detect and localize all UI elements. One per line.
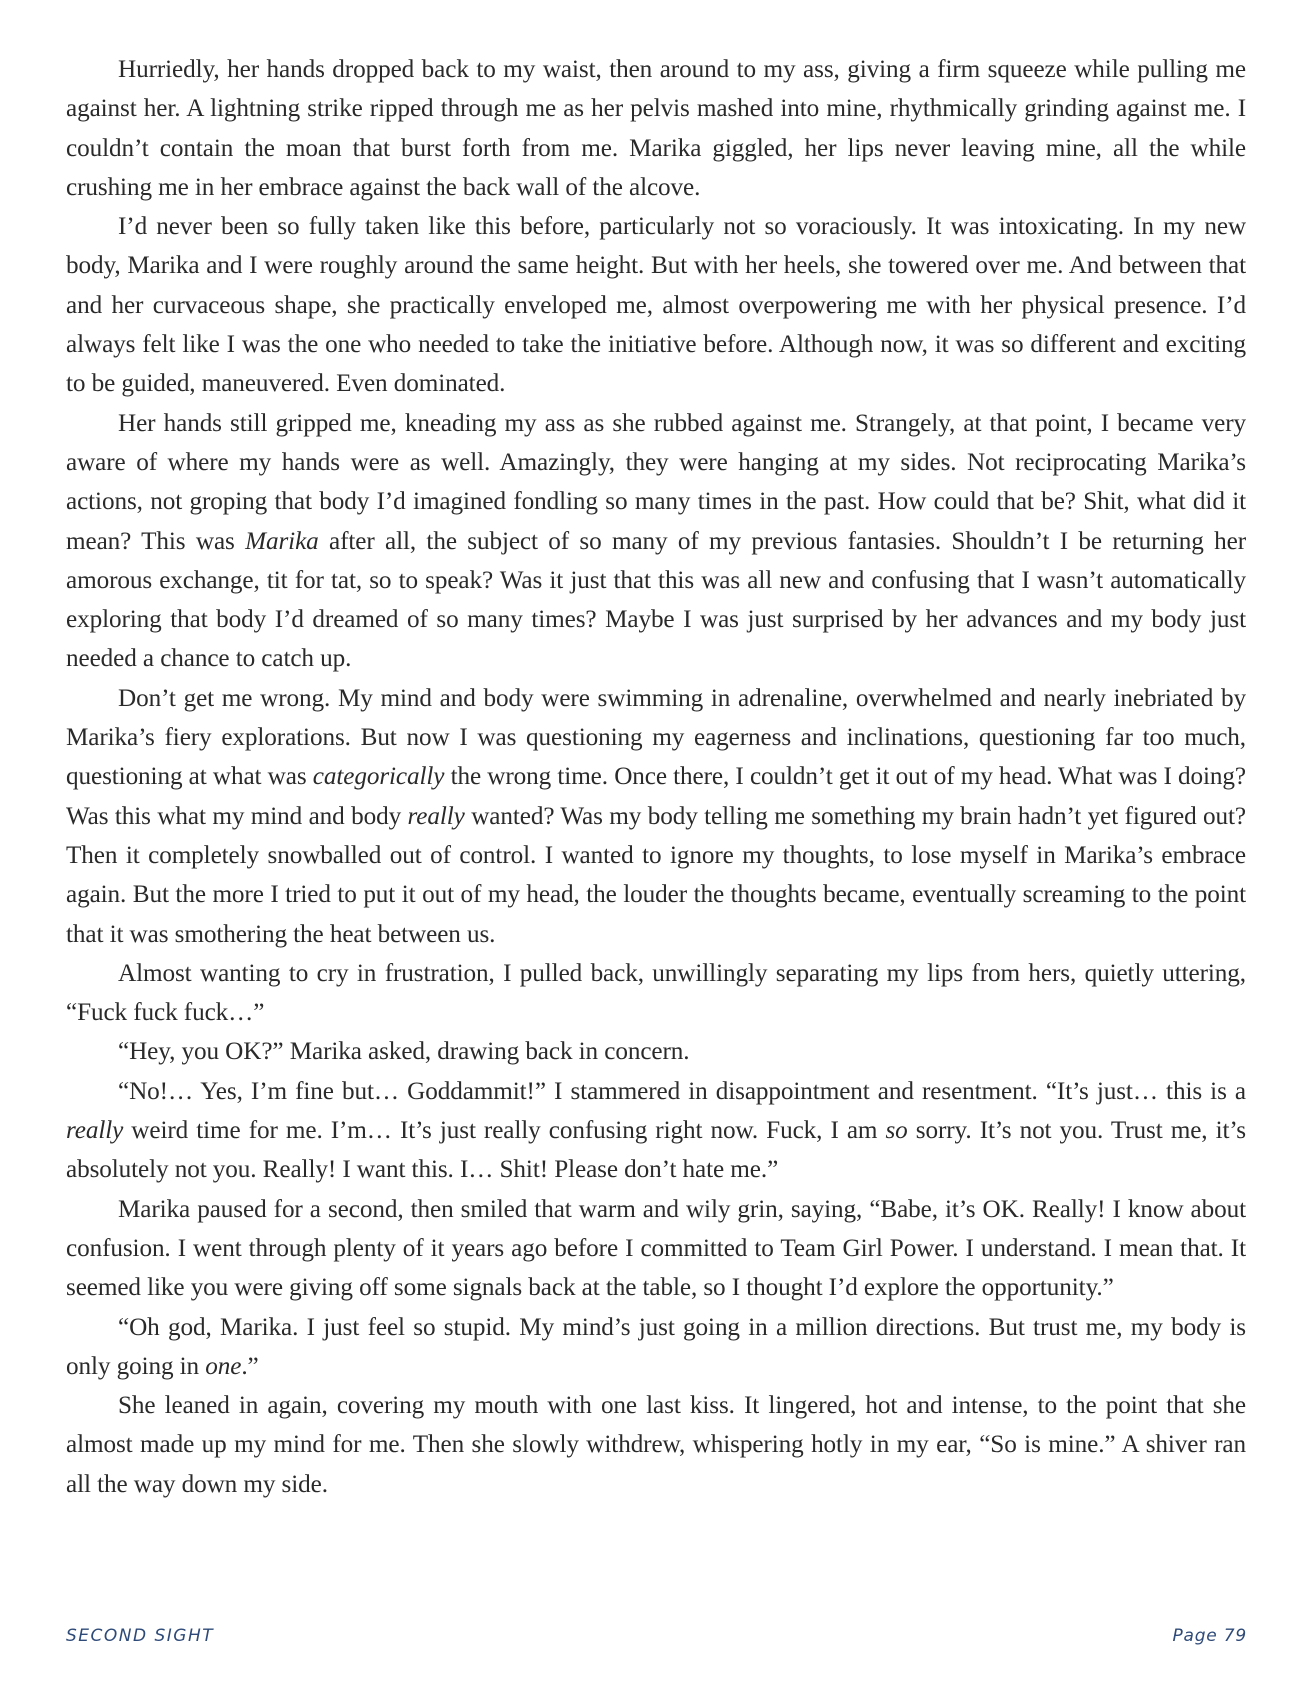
paragraph-2 [66,207,1246,403]
paragraph-8 [66,1190,1246,1308]
paragraph-7 [66,1072,1246,1190]
page-body [66,50,1246,1504]
text-run: Almost wanting to cry in frustration, I pulled back, unwillingly separating my lips from hers, quietly uttering, “Fuck fuck fuck…” [66,959,1246,1027]
text-run: wanted? Was my body telling me something my brain hadn’t yet figured out? Then it completely snowballed out of control. I wanted to ignore my thoughts, to lose myself in Marika’s embrace again. But the more I tried to put it out of my head, the louder the thoughts became, eventually screaming to the point that it was smothering the heat between us. [66,802,1246,948]
paragraph-1 [66,50,1246,207]
emphasis-run: really [407,802,465,830]
text-run: “No!… Yes, I’m fine but… Goddammit!” I stammered in disappointment and resentment. “It’s just… this is a [118,1077,1246,1105]
text-run: Her hands still gripped me, kneading my ass as she rubbed against me. Strangely, at that point, I became very aware of where my hands were as well. Amazingly, they were hanging at my sides. Not reciprocating Marika’s actions, not groping that body I’d imagined fondling so many times in the past. How could that be? Shit, what did it mean? This was [66,409,1246,555]
paragraph-5 [66,954,1246,1033]
text-run: Marika paused for a second, then smiled that warm and wily grin, saying, “Babe, it’s OK. Really! I know about confusion. I went through plenty of it years ago before I committed to Team Girl Power. I understand. I mean that. It seemed like you were giving off some signals back at the table, so I thought I’d explore the opportunity.” [66,1195,1246,1302]
paragraph-6 [66,1032,1246,1071]
emphasis-run: Marika [245,527,319,555]
text-run: Don’t get me wrong. My mind and body were swimming in adrenaline, overwhelmed and nearly inebriated by Marika’s fiery explorations. But now I was questioning my eagerness and inclinations, questioning far too much, questioning at what was [66,684,1246,791]
paragraph-3 [66,404,1246,679]
text-run: “Oh god, Marika. I just feel so stupid. My mind’s just going in a million directions. But trust me, my body is only going in [66,1313,1246,1380]
emphasis-run: really [66,1117,124,1145]
emphasis-run: so [885,1117,908,1145]
footer-page-number: Page 79 [1172,1626,1247,1646]
text-run: .” [241,1352,259,1380]
footer-book-title: SECOND SIGHT [66,1626,215,1646]
text-run: Hurriedly, her hands dropped back to my waist, then around to my ass, giving a firm squeeze while pulling me against her. A lightning strike ripped through me as her pelvis mashed into mine, rhythmically grinding against me. I couldn’t contain the moan that burst forth from me. Marika giggled, her lips never leaving mine, all the while crushing me in her embrace against the back wall of the alcove. [66,56,1246,201]
text-run: She leaned in again, covering my mouth with one last kiss. It lingered, hot and intense, to the point that she almost made up my mind for me. Then she slowly withdrew, whispering hotly in my ear, “So is mine.” A shiver ran all the way down my side. [66,1392,1246,1498]
text-run: sorry. It’s not you. Trust me, it’s absolutely not you. Really! I want this. I… Shit! Please don’t hate me.” [66,1117,1246,1184]
text-run: I’d never been so fully taken like this before, particularly not so voraciously. It was intoxicating. In my new body, Marika and I were roughly around the same height. But with her heels, she towered over me. And between that and her curvaceous shape, she practically enveloped me, almost overpowering me with her physical presence. I’d always felt like I was the one who needed to take the initiative before. Although now, it was so different and exciting to be guided, maneuvered. Even dominated. [66,213,1246,398]
text-run: after all, the subject of so many of my previous fantasies. Shouldn’t I be returning her amorous exchange, tit for tat, so to speak? Was it just that this was all new and confusing that I wasn’t automatically exploring that body I’d dreamed of so many times? Maybe I was just surprised by her advances and my body just needed a chance to catch up. [66,527,1246,673]
paragraph-9 [66,1308,1246,1387]
text-run: “Hey, you OK?” Marika asked, drawing back in concern. [118,1038,690,1066]
paragraph-4 [66,679,1246,954]
text-run: weird time for me. I’m… It’s just really confusing right now. Fuck, I am [123,1117,886,1145]
emphasis-run: categorically [312,763,445,791]
text-run: the wrong time. Once there, I couldn’t get it out of my head. What was I doing? Was this what my mind and body [66,763,1246,830]
paragraph-10 [66,1386,1246,1504]
emphasis-run: one [205,1352,242,1380]
